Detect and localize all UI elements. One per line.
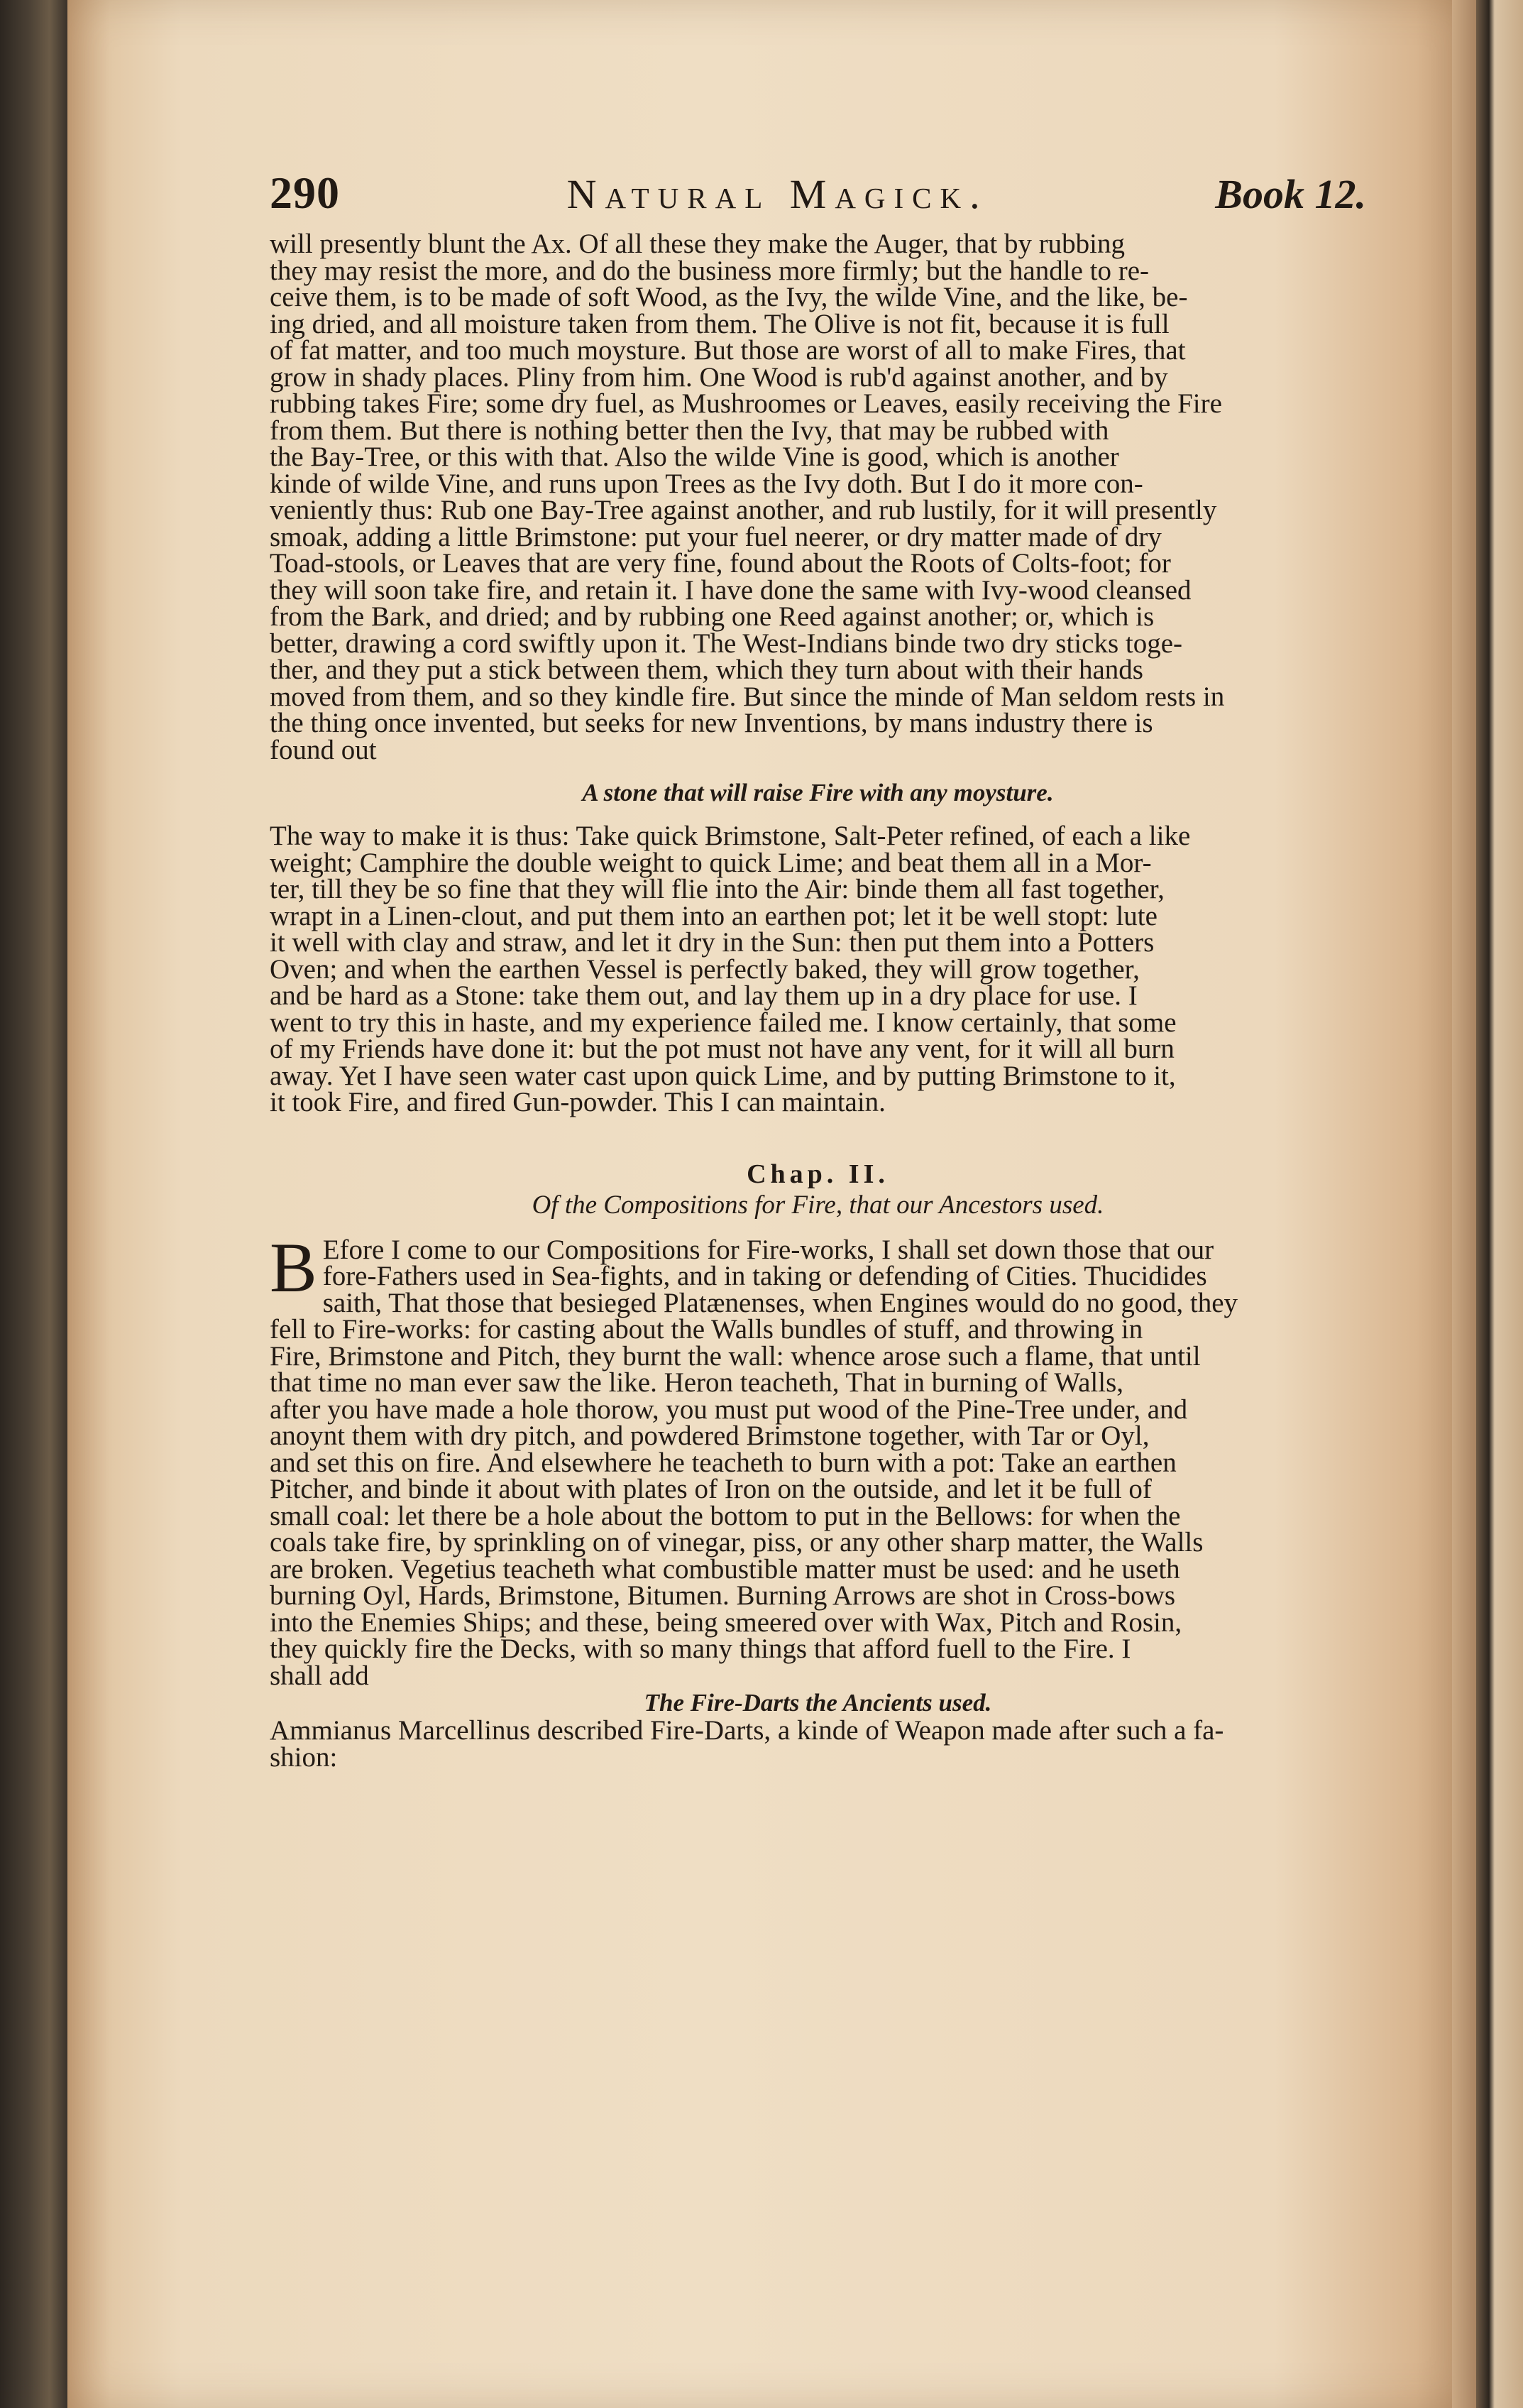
page-number: 290 [270,168,340,218]
text-line: fore-Fathers used in Sea-fights, and in taking or defending of Cities. Thucidides [322,1261,1207,1291]
text-line: grow in shady places. Pliny from him. One Wood is rub'd against another, and by [270,361,1168,393]
text-line: ter, till they be so fine that they will flie into the Air: binde them all fast together, [270,874,1165,904]
text-line: Ammianus Marcellinus described Fire-Darts, a kinde of Weapon made after such a fa- [270,1715,1224,1746]
text-line: ceive them, is to be made of soft Wood, as the Ivy, the wilde Vine, and the like, be- [270,282,1188,312]
text-line: from the Bark, and dried; and by rubbing one Reed against another; or, which is [270,601,1155,632]
text-line: the thing once invented, but seeks for new Inventions, by mans industry there is [270,708,1153,738]
book-label: Book 12. [1215,171,1366,217]
text-line: Oven; and when the earthen Vessel is perfectly baked, they will grow together, [270,953,1140,985]
text-line: and set this on fire. And elsewhere he teacheth to burn with a pot: Take an earthen [270,1447,1177,1478]
text-line: veniently thus: Rub one Bay-Tree against another, and rub lustily, for it will presently [270,495,1217,525]
text-line: found out [270,734,377,765]
text-line: ing dried, and all moisture taken from them. The Olive is not fit, because it is full [270,308,1170,339]
text-line: moved from them, and so they kindle fire. But since the minde of Man seldom rests in [270,681,1225,712]
text-line: from them. But there is nothing better then the Ivy, that may be rubbed with [270,415,1109,446]
text-line: went to try this in haste, and my experience failed me. I know certainly, that some [270,1007,1177,1038]
paragraph-fire-darts [270,1717,1366,1771]
text-line: that time no man ever saw the like. Heron teacheth, That in burning of Walls, [270,1367,1124,1398]
text-line: the Bay-Tree, or this with that. Also the wilde Vine is good, which is another [270,442,1119,472]
page-text [270,167,1366,1771]
text-line: Pitcher, and binde it about with plates of Iron on the outside, and let it be full of [270,1474,1152,1504]
text-line: Fire, Brimstone and Pitch, they burnt the wall: whence arose such a flame, that until [270,1340,1201,1372]
text-line: smoak, adding a little Brimstone: put your fuel neerer, or dry matter made of dry [270,521,1162,552]
text-line: The way to make it is thus: Take quick Brimstone, Salt-Peter refined, of each a like [270,821,1191,851]
text-line: it well with clay and straw, and let it dry in the Sun: then put them into a Potters [270,927,1155,958]
text-line: coals take fire, by sprinkling on of vinegar, piss, or any other sharp matter, the Walls [270,1527,1204,1558]
chapter-title: Of the Compositions for Fire, that our Ancestors used. [532,1190,1104,1220]
text-line: better, drawing a cord swiftly upon it. The West-Indians binde two dry sticks toge- [270,628,1183,659]
running-header [270,167,1366,231]
text-line: they will soon take fire, and retain it. I have done the same with Ivy-wood cleansed [270,574,1192,606]
paragraph-ancestors-compositions [270,1227,1366,1691]
text-line: of fat matter, and too much moysture. But those are worst of all to make Fires, that [270,335,1186,366]
text-line: Toad-stools, or Leaves that are very fine, found about the Roots of Colts-foot; for [270,548,1171,579]
text-line: weight; Camphire the double weight to quick Lime; and beat them all in a Mor- [270,847,1152,878]
text-line: and be hard as a Stone: take them out, and lay them up in a dry place for use. I [270,980,1138,1011]
text-line: burning Oyl, Hards, Brimstone, Bitumen. Burning Arrows are shot in Cross-bows [270,1580,1176,1611]
text-line: anoynt them with dry pitch, and powdered Brimstone together, with Tar or Oyl, [270,1421,1150,1451]
paragraph-fire-by-rubbing [270,231,1366,763]
text-line: fell to Fire-works: for casting about the Walls bundles of stuff, and throwing in [270,1314,1143,1345]
text-line: will presently blunt the Ax. Of all these they make the Auger, that by rubbing [270,229,1126,259]
text-line: kinde of wilde Vine, and runs upon Trees as the Ivy doth. But I do it more con- [270,468,1143,499]
page-edge [1452,0,1476,2408]
text-line: Efore I come to our Compositions for Fire-works, I shall set down those that our [322,1234,1214,1265]
chapter-number: Chap. II. [747,1159,889,1189]
text-line: it took Fire, and fired Gun-powder. This I can maintain. [270,1087,886,1117]
text-line: shion: [270,1741,338,1773]
text-line: after you have made a hole thorow, you must put wood of the Pine-Tree under, and [270,1394,1188,1425]
paragraph-stone-recipe [270,823,1366,1116]
text-line: ther, and they put a stick between them, which they turn about with their hands [270,655,1143,685]
text-line: rubbing takes Fire; some dry fuel, as Mushroomes or Leaves, easily receiving the Fire [270,388,1222,419]
text-line: small coal: let there be a hole about the bottom to put in the Bellows: for when the [270,1500,1181,1531]
text-line: wrapt in a Linen-clout, and put them into an earthen pot; let it be well stopt: lute [270,900,1158,931]
text-line: of my Friends have done it: but the pot must not have any vent, for it will all burn [270,1034,1175,1064]
text-line: shall add [270,1660,369,1691]
text-line: they quickly fire the Decks, with so many things that afford fuell to the Fire. I [270,1633,1131,1664]
section-heading-stone-fire: A stone that will raise Fire with any moysture. [582,779,1054,806]
running-title: Natural Magick. [566,171,989,217]
section-heading-fire-darts: The Fire-Darts the Ancients used. [644,1689,992,1717]
drop-cap: B [270,1227,317,1307]
next-page-gutter [1476,0,1523,2408]
text-line: away. Yet I have seen water cast upon quick Lime, and by putting Brimstone to it, [270,1060,1176,1091]
text-line: they may resist the more, and do the business more firmly; but the handle to re- [270,255,1150,286]
text-line: into the Enemies Ships; and these, being smeered over with Wax, Pitch and Rosin, [270,1607,1182,1638]
text-line: saith, That those that besieged Platænenses, when Engines would do no good, they [322,1287,1238,1318]
text-line: are broken. Vegetius teacheth what combustible matter must be used: and he useth [270,1553,1180,1585]
